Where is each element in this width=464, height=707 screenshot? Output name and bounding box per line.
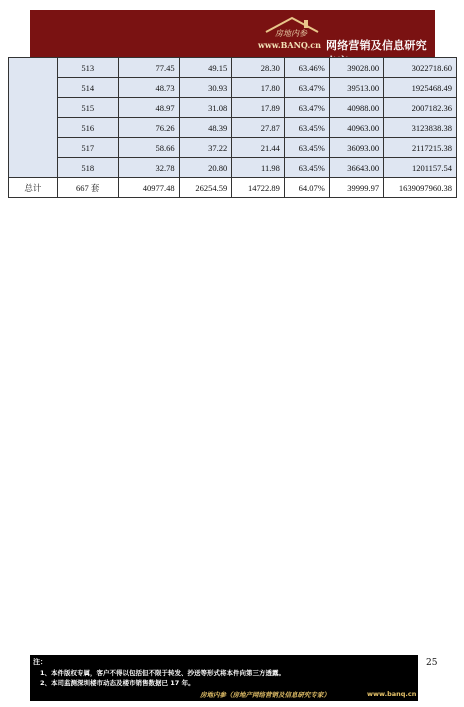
total-cell: 1925468.49 <box>384 78 457 98</box>
total-row <box>9 178 457 198</box>
percent-cell: 63.46% <box>284 58 329 78</box>
percent-cell: 63.47% <box>284 78 329 98</box>
percent-cell: 63.45% <box>284 158 329 178</box>
value-cell: 32.78 <box>118 158 179 178</box>
value-cell: 20.80 <box>179 158 232 178</box>
unit-cell: 515 <box>57 98 118 118</box>
note-label: 注： <box>33 658 47 666</box>
unit-cell: 516 <box>57 118 118 138</box>
table-row <box>9 78 457 98</box>
table-row <box>9 138 457 158</box>
table-row <box>9 158 457 178</box>
logo-url: www.BANQ.cn <box>258 40 321 50</box>
percent-cell: 63.45% <box>284 138 329 158</box>
price-cell: 40988.00 <box>329 98 383 118</box>
merged-cell <box>9 58 58 178</box>
price-cell: 39999.97 <box>329 178 383 198</box>
value-cell: 28.30 <box>232 58 285 78</box>
unit-cell: 517 <box>57 138 118 158</box>
price-cell: 39513.00 <box>329 78 383 98</box>
total-cell: 1201157.54 <box>384 158 457 178</box>
unit-cell: 518 <box>57 158 118 178</box>
value-cell: 17.80 <box>232 78 285 98</box>
total-cell: 1639097960.38 <box>384 178 457 198</box>
price-cell: 40963.00 <box>329 118 383 138</box>
value-cell: 21.44 <box>232 138 285 158</box>
total-cell: 2007182.36 <box>384 98 457 118</box>
value-cell: 48.97 <box>118 98 179 118</box>
value-cell: 11.98 <box>232 158 285 178</box>
value-cell: 26254.59 <box>179 178 232 198</box>
table-row <box>9 98 457 118</box>
logo-small-text: 房地内参 <box>275 29 307 38</box>
value-cell: 48.73 <box>118 78 179 98</box>
value-cell: 17.89 <box>232 98 285 118</box>
percent-cell: 64.07% <box>284 178 329 198</box>
value-cell: 77.45 <box>118 58 179 78</box>
unit-cell: 513 <box>57 58 118 78</box>
footer-url: www.banq.cn <box>367 690 417 698</box>
value-cell: 31.08 <box>179 98 232 118</box>
value-cell: 40977.48 <box>118 178 179 198</box>
table-row <box>9 58 457 78</box>
footer-note-1: 1、本件版权专属，客户不得以包括但不限于转发、抄送等形式将本件向第三方透露。 <box>40 669 286 677</box>
unit-count-cell: 667 套 <box>57 178 118 198</box>
total-label: 总计 <box>9 178 58 198</box>
table-row <box>9 118 457 138</box>
footer-note-2: 2、本司监测深圳楼市动态及楼市销售数据已 17 年。 <box>40 679 195 687</box>
logo-main-text: 网络营销及信息研究 <box>326 39 427 52</box>
footer-banner <box>30 655 418 701</box>
footer-brand: 房地内参（房地产网络营销及信息研究专家） <box>200 691 330 699</box>
percent-cell: 63.47% <box>284 98 329 118</box>
sales-table <box>8 57 457 198</box>
price-cell: 39028.00 <box>329 58 383 78</box>
header-banner <box>30 10 435 57</box>
value-cell: 76.26 <box>118 118 179 138</box>
price-cell: 36643.00 <box>329 158 383 178</box>
value-cell: 27.87 <box>232 118 285 138</box>
page-number: 25 <box>426 658 438 668</box>
value-cell: 14722.89 <box>232 178 285 198</box>
percent-cell: 63.45% <box>284 118 329 138</box>
value-cell: 49.15 <box>179 58 232 78</box>
value-cell: 58.66 <box>118 138 179 158</box>
unit-cell: 514 <box>57 78 118 98</box>
value-cell: 37.22 <box>179 138 232 158</box>
total-cell: 3123838.38 <box>384 118 457 138</box>
total-cell: 3022718.60 <box>384 58 457 78</box>
value-cell: 48.39 <box>179 118 232 138</box>
total-cell: 2117215.38 <box>384 138 457 158</box>
price-cell: 36093.00 <box>329 138 383 158</box>
value-cell: 30.93 <box>179 78 232 98</box>
